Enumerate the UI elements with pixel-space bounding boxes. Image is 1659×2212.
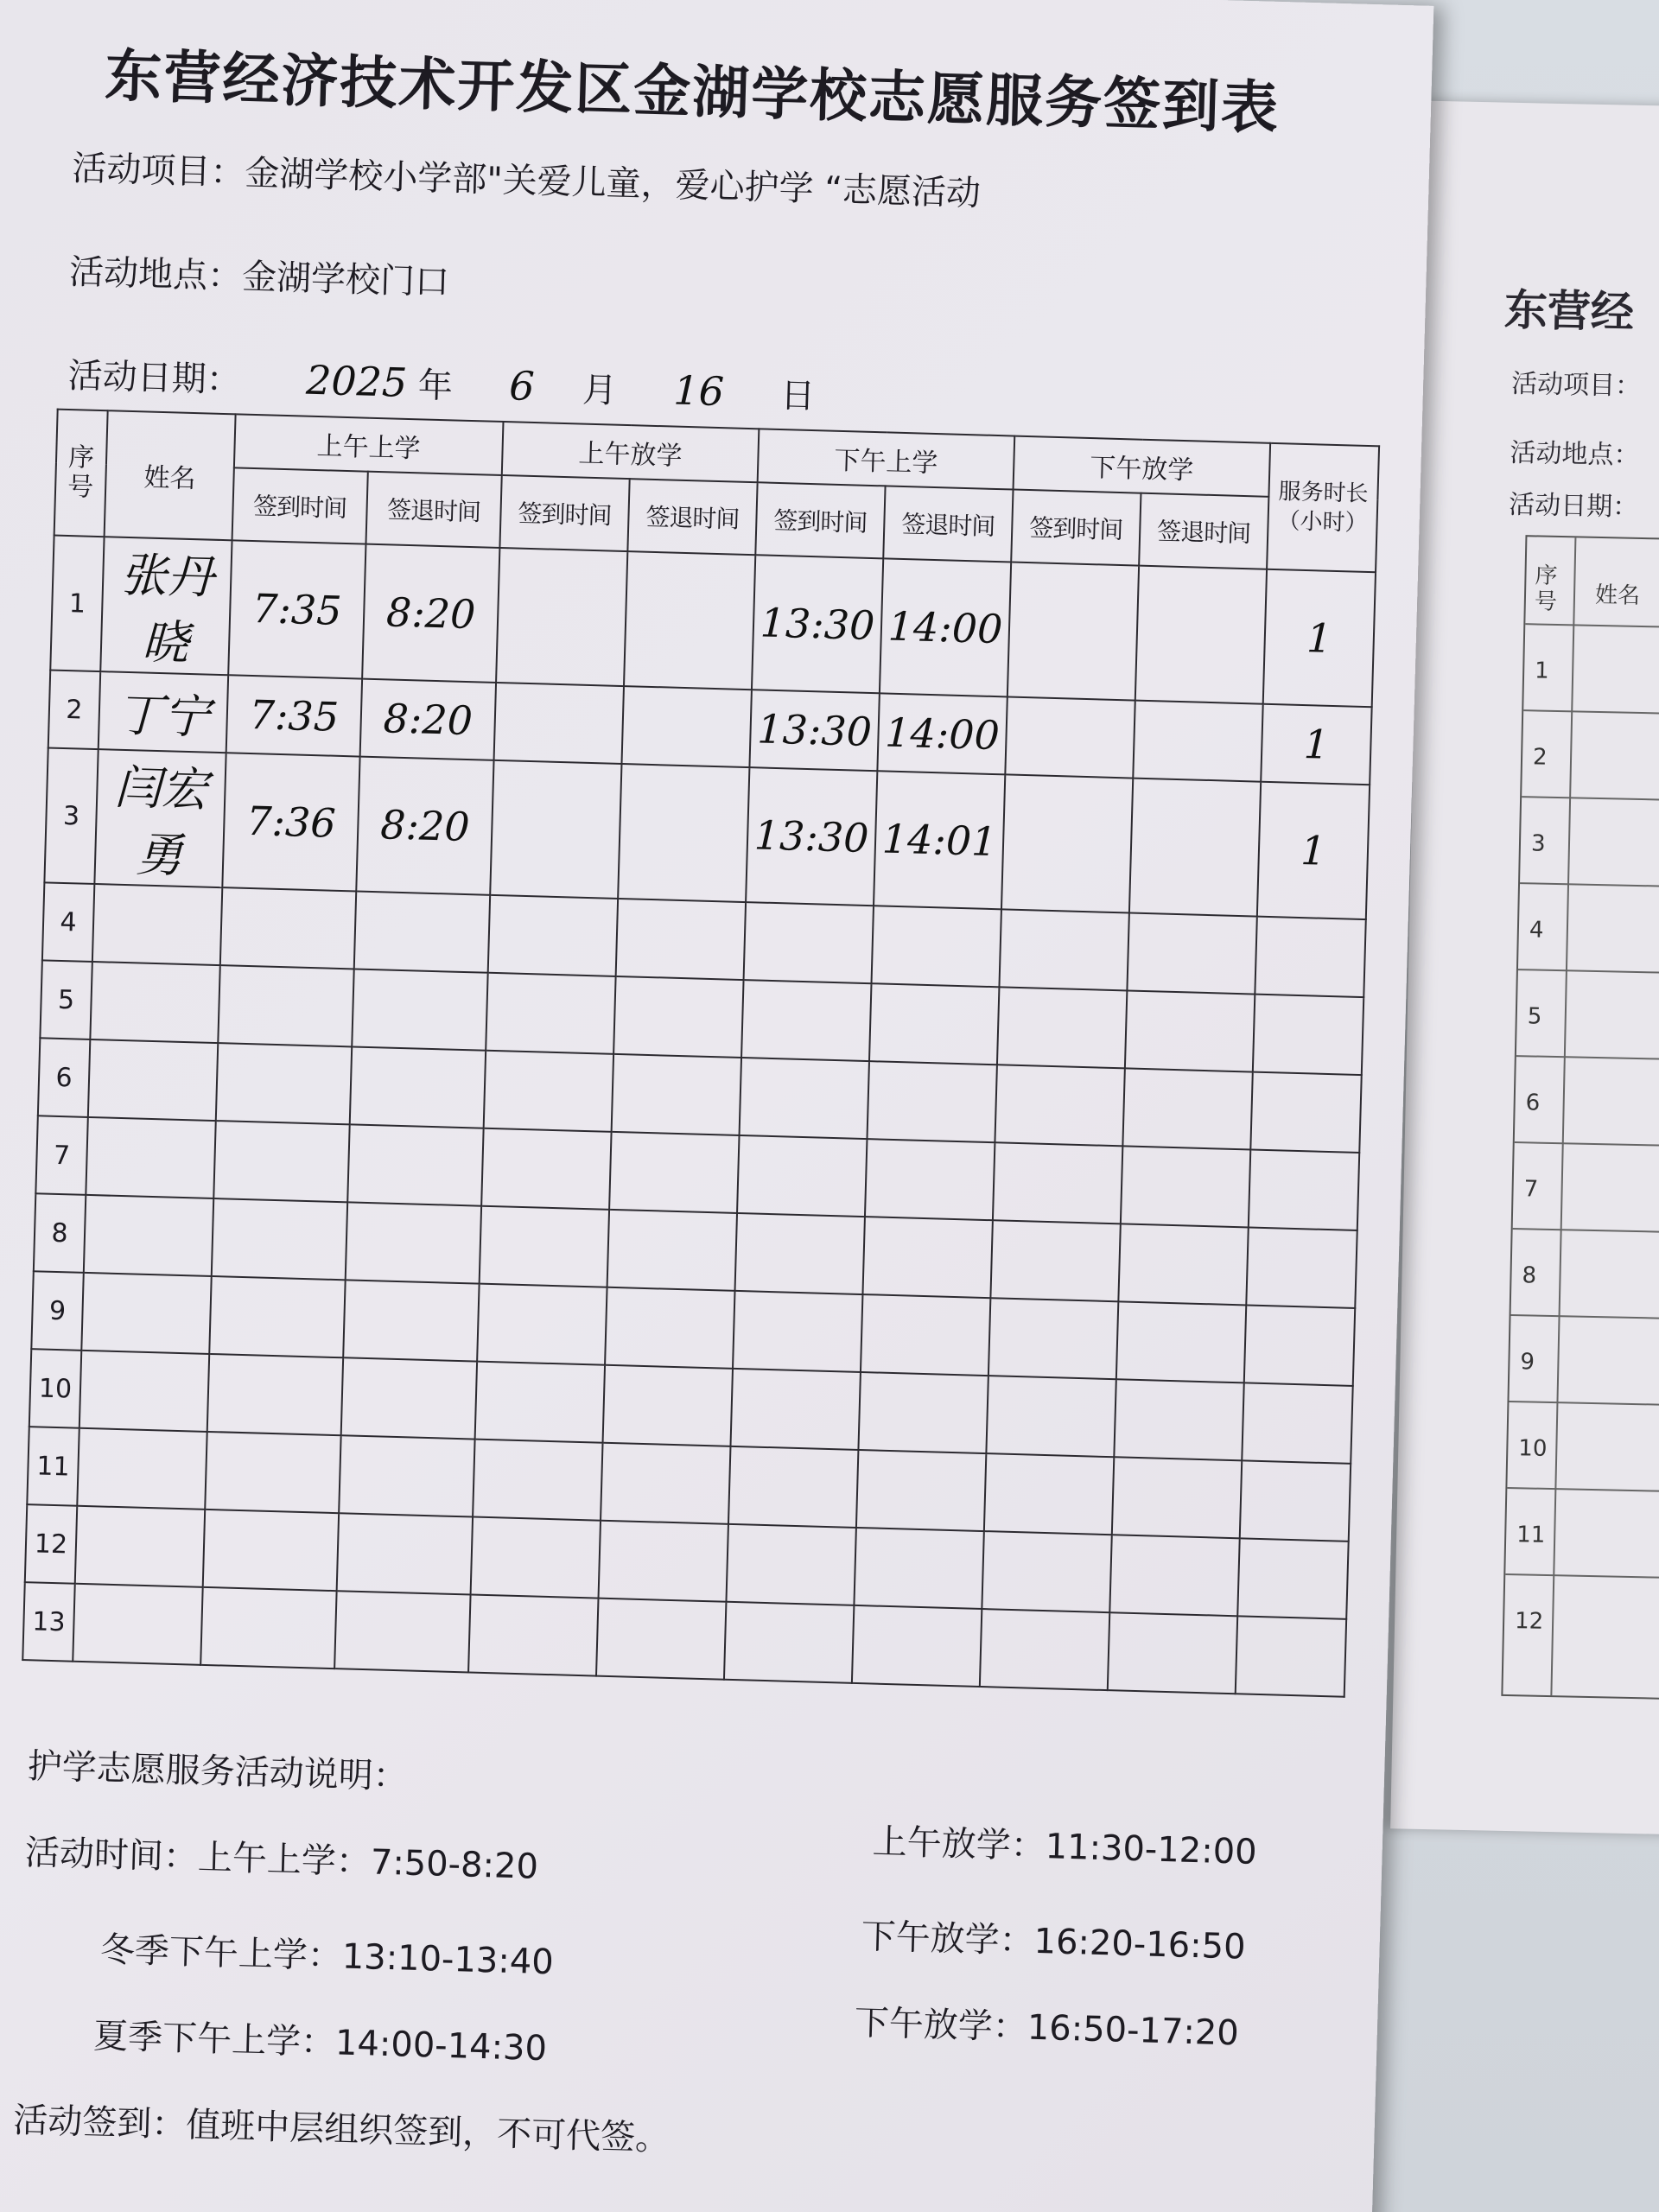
row-number: 9 [31, 1271, 83, 1351]
time-cell [621, 686, 751, 767]
project-line [72, 141, 982, 215]
time-cell [471, 1517, 601, 1599]
background-row-line [1516, 1055, 1659, 1062]
location-label: 活动地点： [68, 251, 243, 297]
volunteer-name-cell [92, 884, 222, 965]
time-cell [986, 1376, 1116, 1457]
time-cell [599, 1521, 728, 1602]
time-cell [730, 1369, 860, 1450]
time-cell [869, 983, 999, 1065]
background-table [1501, 535, 1659, 1701]
hours-cell [1240, 1460, 1351, 1541]
time-cell [1125, 990, 1255, 1071]
time-cell [341, 1357, 477, 1439]
notes-heading: 护学志愿服务活动说明： [27, 1746, 409, 1797]
time-cell [1135, 566, 1267, 704]
time-cell [609, 1132, 739, 1213]
time-cell [988, 1298, 1118, 1379]
time-cell [226, 675, 362, 756]
hours-cell [1242, 1382, 1352, 1463]
background-row-line [1505, 1573, 1659, 1580]
volunteer-name-cell [88, 1039, 218, 1121]
time-cell [872, 906, 1001, 987]
background-row-line [1507, 1487, 1659, 1494]
time-cell [1109, 1535, 1239, 1616]
time-cell [1007, 563, 1139, 701]
background-row-number: 6 [1525, 1090, 1541, 1116]
time-cell [486, 973, 615, 1054]
hours-cell [1261, 704, 1371, 785]
background-row-line [1515, 1141, 1659, 1148]
time-cell [480, 1206, 609, 1287]
row-number: 11 [27, 1427, 79, 1506]
time-value: 13:30 [756, 705, 873, 756]
date-year: 2025 [305, 356, 408, 406]
time-cell [726, 1524, 855, 1605]
time-cell [880, 558, 1011, 696]
volunteer-name: 丁宁 [115, 687, 211, 745]
background-row-number: 11 [1516, 1522, 1546, 1548]
location-line [68, 245, 449, 304]
background-row-line [1511, 1314, 1659, 1321]
time-cell [220, 887, 356, 969]
time-cell [350, 1046, 486, 1128]
time-cell [1121, 1146, 1250, 1227]
note-winter-pm-leave: 下午放学：16:20-16:50 [861, 1916, 1247, 1967]
time-value: 7:35 [251, 585, 343, 634]
row-number: 3 [44, 747, 98, 884]
background-row-line [1523, 709, 1659, 716]
hours-cell [1244, 1305, 1355, 1385]
volunteer-name-cell [84, 1195, 213, 1276]
time-cell [205, 1432, 340, 1513]
time-cell [724, 1602, 854, 1683]
time-cell [343, 1280, 479, 1361]
time-value: 7:35 [249, 690, 340, 741]
background-row-number: 8 [1522, 1262, 1537, 1289]
time-cell [360, 679, 496, 760]
hours-cell [1250, 1072, 1361, 1153]
time-cell [728, 1446, 858, 1528]
seq-header: 序号 [54, 410, 108, 537]
sub-header-sign-out: 签退时间 [1139, 493, 1268, 569]
time-cell [222, 753, 359, 891]
sign-in-table-body [22, 536, 1376, 1697]
time-cell [228, 540, 365, 678]
time-cell [496, 548, 627, 686]
hours-header: 服务时长（小时） [1267, 443, 1379, 572]
time-cell [601, 1443, 730, 1524]
sub-header-sign-out: 签退时间 [627, 479, 757, 555]
time-cell [605, 1287, 734, 1369]
time-cell [607, 1210, 737, 1291]
time-cell [874, 771, 1005, 909]
volunteer-name-cell [73, 1584, 202, 1665]
hours-cell [1249, 1150, 1359, 1230]
time-cell [216, 1043, 352, 1124]
time-cell [1114, 1379, 1243, 1460]
location-value: 金湖学校门口 [241, 257, 450, 303]
time-cell [613, 976, 743, 1058]
time-cell [362, 544, 499, 683]
sub-header-sign-in: 签到时间 [755, 482, 885, 558]
time-cell [209, 1276, 345, 1357]
document-title: 东营经济技术开发区金湖学校志愿服务签到表 [104, 42, 1281, 142]
time-cell [468, 1594, 598, 1675]
time-cell [1112, 1457, 1242, 1538]
time-cell [982, 1531, 1111, 1612]
sub-header-sign-in: 签到时间 [499, 475, 629, 551]
time-cell [997, 987, 1127, 1068]
time-cell [337, 1513, 473, 1594]
notes-time-label: 活动时间： [24, 1833, 199, 1878]
time-cell [735, 1213, 865, 1294]
background-row-line [1520, 882, 1659, 889]
time-cell [473, 1440, 602, 1521]
project-value: 金湖学校小学部"关爱儿童，爱心护学 “志愿活动 [244, 153, 982, 214]
time-cell [980, 1609, 1109, 1690]
time-cell [347, 1124, 483, 1205]
date-line [67, 348, 816, 418]
time-cell [995, 1065, 1124, 1146]
name-header: 姓名 [105, 410, 236, 540]
time-cell [740, 1058, 869, 1139]
time-cell [213, 1121, 349, 1202]
time-cell [616, 899, 746, 980]
row-number: 4 [42, 882, 94, 962]
hours-value: 1 [1303, 721, 1330, 768]
date-month: 6 [508, 362, 536, 410]
background-row-number: 9 [1520, 1349, 1535, 1376]
time-cell [852, 1605, 982, 1687]
time-cell [1108, 1612, 1237, 1694]
time-cell [1133, 701, 1262, 782]
hours-value: 1 [1300, 827, 1327, 874]
time-value: 13:30 [760, 599, 876, 650]
time-cell [484, 1051, 613, 1132]
background-row-line [1518, 969, 1659, 976]
row-number: 8 [34, 1193, 86, 1273]
volunteer-name-cell [86, 1117, 215, 1198]
volunteer-name-cell [79, 1351, 209, 1432]
volunteer-name-cell [94, 749, 226, 887]
date-day-unit: 日 [779, 375, 816, 417]
date-day: 16 [672, 366, 725, 416]
row-number: 6 [38, 1038, 90, 1117]
time-cell [1005, 696, 1135, 778]
hours-cell [1257, 782, 1370, 919]
background-seq-header: 序号 [1534, 563, 1558, 615]
background-row-line [1525, 623, 1659, 630]
hours-cell [1253, 995, 1363, 1075]
time-cell [746, 767, 877, 906]
hours-value: 1 [1306, 614, 1333, 662]
background-location-label: 活动地点： [1510, 437, 1640, 471]
time-cell [1001, 774, 1133, 912]
background-page [1390, 101, 1659, 1835]
time-cell [200, 1587, 336, 1669]
time-cell [354, 891, 490, 972]
time-cell [733, 1291, 862, 1372]
time-cell [1129, 779, 1261, 917]
time-cell [603, 1365, 733, 1446]
time-cell [737, 1135, 867, 1217]
time-cell [494, 683, 624, 764]
time-value: 14:01 [881, 815, 998, 866]
row-number: 13 [22, 1582, 74, 1662]
background-page-title: 东营经 [1503, 284, 1635, 338]
row-number: 12 [25, 1504, 77, 1584]
time-cell [596, 1599, 726, 1680]
row-number: 1 [50, 536, 104, 672]
hours-cell [1236, 1616, 1346, 1696]
time-cell [356, 757, 493, 895]
note-summer-pm-leave: 下午放学：16:50-17:20 [854, 2003, 1240, 2054]
group-header-pm-arrive: 下午上学 [758, 429, 1015, 489]
time-cell [749, 690, 879, 771]
background-row-line [1509, 1401, 1659, 1408]
time-cell [867, 1061, 996, 1142]
background-row-line [1522, 796, 1659, 803]
sub-header-sign-out: 签退时间 [883, 486, 1013, 562]
row-number: 7 [35, 1116, 87, 1195]
time-cell [488, 895, 618, 976]
time-cell [490, 760, 621, 899]
volunteer-name-cell [81, 1273, 211, 1354]
background-row-number: 1 [1534, 658, 1550, 684]
background-date-label: 活动日期： [1508, 489, 1639, 523]
volunteer-name: 张丹晓 [119, 547, 215, 671]
row-number: 10 [29, 1349, 81, 1428]
note-signin-rule: 活动签到：值班中层组织签到，不可代签。 [12, 2100, 671, 2159]
time-value: 8:20 [382, 695, 474, 745]
background-row-number: 7 [1523, 1176, 1539, 1203]
note-summer-pm-arrive: 夏季下午上学：14:00-14:30 [92, 2016, 548, 2069]
time-cell [1118, 1224, 1248, 1305]
volunteer-name-cell [77, 1428, 207, 1510]
time-cell [854, 1528, 983, 1609]
background-row-number: 12 [1514, 1608, 1544, 1635]
group-header-am-leave: 上午放学 [502, 422, 760, 482]
hours-cell [1246, 1227, 1357, 1307]
time-value: 7:36 [245, 797, 337, 847]
time-cell [862, 1217, 992, 1298]
sign-in-table [22, 409, 1380, 1698]
sub-header-sign-out: 签退时间 [365, 472, 501, 548]
hours-cell [1255, 917, 1365, 997]
time-cell [1127, 912, 1256, 994]
time-cell [999, 909, 1128, 990]
time-cell [203, 1510, 339, 1591]
background-name-header: 姓名 [1594, 582, 1641, 609]
background-row-number: 3 [1530, 830, 1546, 857]
background-row-line [1513, 1228, 1659, 1235]
background-row-number: 4 [1529, 917, 1544, 944]
volunteer-name-cell [99, 671, 228, 753]
project-label: 活动项目： [71, 148, 246, 194]
time-cell [858, 1372, 988, 1453]
time-cell [984, 1453, 1114, 1535]
time-cell [475, 1362, 605, 1443]
time-cell [877, 693, 1007, 774]
volunteer-name-cell [75, 1506, 205, 1587]
time-value: 14:00 [884, 709, 1001, 760]
time-value: 13:30 [753, 811, 870, 862]
time-cell [207, 1354, 343, 1435]
note-am-arrive: 上午上学：7:50-8:20 [197, 1837, 539, 1887]
time-cell [1116, 1301, 1246, 1382]
time-cell [612, 1054, 741, 1135]
time-cell [624, 551, 755, 690]
volunteer-name-cell [100, 537, 232, 675]
time-cell [212, 1198, 347, 1280]
sub-header-sign-in: 签到时间 [232, 467, 368, 543]
row-number: 2 [48, 671, 100, 750]
group-header-pm-leave: 下午放学 [1014, 436, 1271, 497]
group-header-am-arrive: 上午上学 [234, 414, 504, 475]
time-cell [334, 1591, 470, 1672]
time-cell [993, 1142, 1122, 1224]
background-row-number: 5 [1527, 1003, 1542, 1030]
time-cell [481, 1128, 611, 1210]
date-year-unit: 年 [417, 365, 454, 407]
time-cell [752, 555, 883, 693]
time-cell [990, 1220, 1120, 1301]
hours-cell [1237, 1538, 1348, 1618]
date-month-unit: 月 [582, 370, 618, 411]
row-number: 5 [40, 960, 92, 1039]
time-cell [856, 1450, 986, 1531]
hours-cell [1263, 569, 1376, 707]
time-cell [352, 969, 487, 1050]
time-value: 8:20 [385, 588, 477, 639]
note-winter-pm-arrive: 冬季下午上学：13:10-13:40 [99, 1929, 555, 1983]
background-row-number: 2 [1532, 744, 1548, 771]
volunteer-name: 闫宏勇 [113, 760, 209, 883]
time-cell [1122, 1068, 1252, 1149]
background-row-number: 10 [1518, 1435, 1548, 1462]
time-cell [618, 764, 749, 902]
time-cell [339, 1435, 474, 1516]
time-cell [477, 1284, 607, 1365]
time-cell [744, 902, 874, 983]
date-label: 活动日期： [67, 355, 242, 401]
time-value: 8:20 [379, 801, 471, 851]
time-cell [865, 1139, 995, 1220]
time-cell [741, 980, 871, 1061]
note-am-leave: 上午放学：11:30-12:00 [872, 1821, 1258, 1873]
time-cell [346, 1202, 481, 1283]
background-project-label: 活动项目： [1510, 368, 1642, 402]
time-cell [861, 1294, 990, 1376]
sub-header-sign-in: 签到时间 [1011, 490, 1141, 566]
volunteer-name-cell [90, 962, 219, 1043]
time-cell [218, 965, 353, 1046]
time-value: 14:00 [887, 602, 1004, 653]
